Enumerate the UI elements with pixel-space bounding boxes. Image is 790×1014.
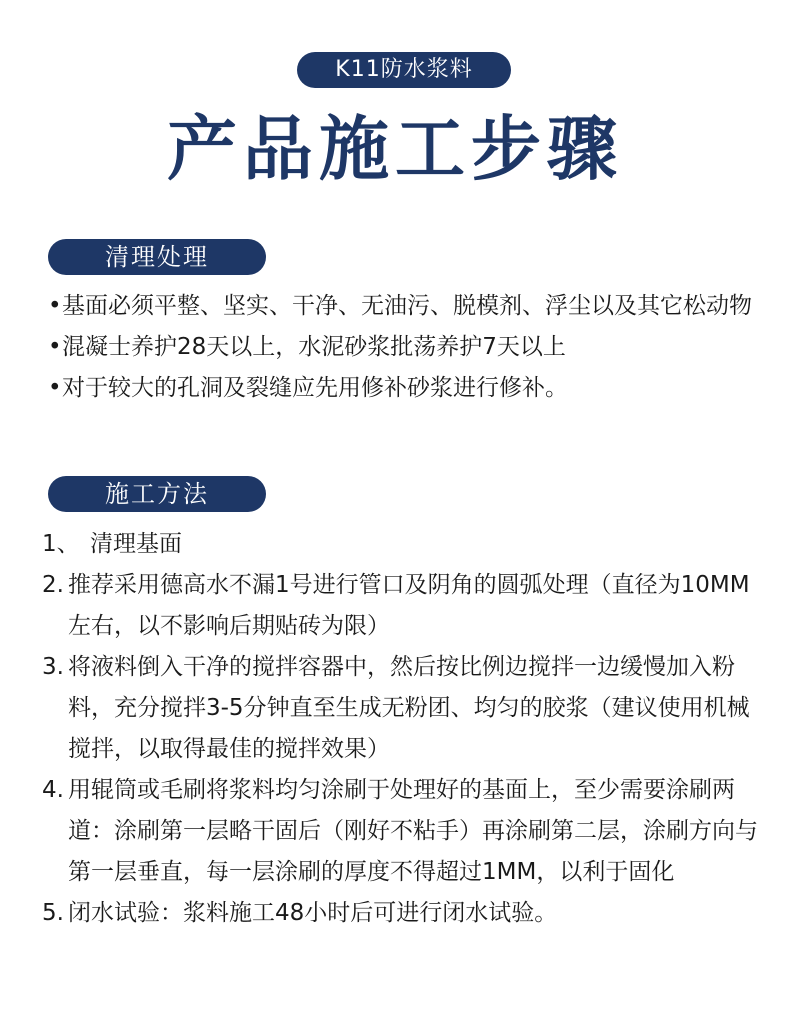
list-item-text: 推荐采用德高水不漏1号进行管口及阴角的圆弧处理（直径为10MM左右，以不影响后期贴砖为限） [68, 572, 750, 639]
list-item-text: 基面必须平整、坚实、干净、无油污、脱模剂、浮尘以及其它松动物 [62, 293, 752, 319]
page-title: 产品施工步骤 [167, 108, 623, 190]
step-number: 3. [42, 654, 64, 680]
list-item [42, 565, 764, 647]
product-label-badge: K11防水浆料 [297, 52, 511, 88]
step-number: 2. [42, 572, 64, 598]
list-item [42, 286, 764, 327]
step-number: 5. [42, 900, 64, 926]
list-item-text: 将液料倒入干净的搅拌容器中，然后按比例边搅拌一边缓慢加入粉料，充分搅拌3-5分钟直至生成无粉团、均匀的胶浆（建议使用机械搅拌，以取得最佳的搅拌效果） [68, 654, 750, 762]
list-item-text: 闭水试验：浆料施工48小时后可进行闭水试验。 [68, 900, 558, 926]
list-item [42, 770, 764, 893]
list-item [42, 524, 764, 565]
list-item-text: 混凝士养护28天以上，水泥砂浆批荡养护7天以上 [62, 334, 566, 360]
list-item-text: 用辊筒或毛刷将浆料均匀涂刷于处理好的基面上，至少需要涂刷两道：涂刷第一层略干固后（刚好不粘手）再涂刷第二层，涂刷方向与第一层垂直，每一层涂刷的厚度不得超过1MM，以利于固化 [68, 777, 758, 885]
step-number: 4. [42, 777, 64, 803]
method-list [42, 524, 764, 934]
bullet-icon: • [48, 293, 62, 319]
list-item-text: 清理基面 [90, 531, 182, 557]
cleaning-list [42, 286, 764, 409]
section-title-method: 施工方法 [48, 476, 266, 512]
section-title-cleaning: 清理处理 [48, 239, 266, 275]
bullet-icon: • [48, 334, 62, 360]
list-item-text: 对于较大的孔洞及裂缝应先用修补砂浆进行修补。 [62, 375, 568, 401]
list-item [42, 368, 764, 409]
list-item [42, 327, 764, 368]
list-item [42, 647, 764, 770]
step-number: 1、 [42, 531, 80, 557]
bullet-icon: • [48, 375, 62, 401]
list-item [42, 893, 764, 934]
